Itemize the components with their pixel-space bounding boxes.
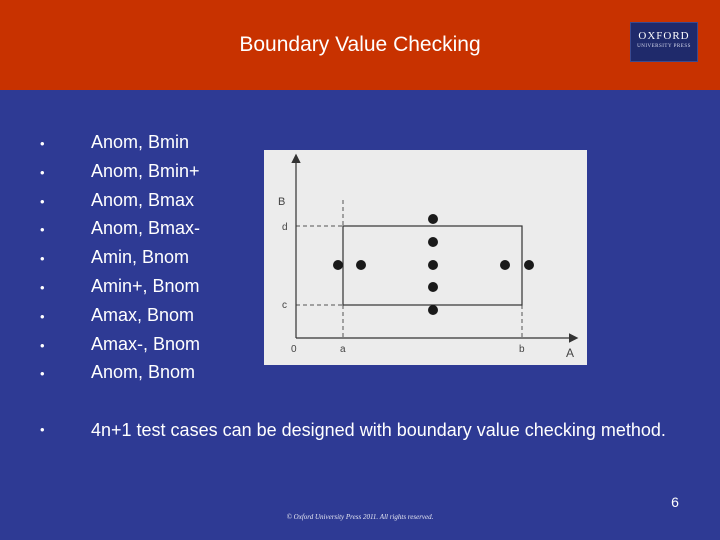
- list-item: [40, 214, 200, 243]
- test-point: [428, 260, 438, 270]
- list-item-text: Anom, Bmin+: [91, 160, 200, 181]
- test-point: [333, 260, 343, 270]
- list-item-text: Anom, Bmax-: [91, 218, 201, 239]
- bullet-icon: •: [40, 136, 45, 151]
- list-item-text: Anom, Bmax: [91, 189, 195, 210]
- bullet-icon: •: [40, 337, 45, 353]
- bullet-icon: •: [40, 164, 45, 180]
- boundary-diagram: [264, 150, 587, 365]
- summary-text: 4n+1 test cases can be designed with boundary value checking method.: [91, 420, 666, 440]
- y-axis-label: B: [278, 196, 286, 208]
- slide-title: Boundary Value Checking: [239, 33, 481, 56]
- test-case-list: [40, 128, 200, 387]
- list-item: [40, 330, 200, 359]
- oxford-logo: [630, 22, 698, 62]
- test-point: [428, 305, 438, 315]
- tick-label-a: a: [340, 344, 346, 355]
- bullet-icon: •: [40, 193, 45, 209]
- copyright-footer: © Oxford University Press 2011. All rights reserved.: [286, 513, 434, 521]
- title-bar: [0, 0, 720, 90]
- list-item: [40, 301, 200, 330]
- bullet-icon: •: [40, 422, 45, 437]
- list-item: [40, 157, 200, 186]
- test-point: [356, 260, 366, 270]
- list-item: [40, 186, 200, 215]
- list-item-text: Amin+, Bnom: [91, 275, 200, 296]
- list-item-text: Anom, Bmin: [91, 132, 190, 152]
- tick-label-b: b: [519, 344, 525, 355]
- list-item: [40, 128, 200, 157]
- list-item-text: Amax-, Bnom: [91, 333, 201, 354]
- test-point: [428, 214, 438, 224]
- x-axis-label: A: [566, 346, 575, 360]
- tick-label-d: d: [282, 222, 288, 233]
- logo-name: OXFORD: [638, 30, 690, 42]
- list-item-text: Anom, Bnom: [91, 362, 196, 383]
- test-point: [524, 260, 534, 270]
- bullet-icon: •: [40, 279, 45, 295]
- bullet-icon: •: [40, 222, 45, 238]
- list-item: [40, 358, 200, 387]
- test-point: [428, 282, 438, 292]
- test-point: [428, 237, 438, 247]
- list-item: [40, 272, 200, 301]
- list-item: [40, 243, 200, 272]
- list-item-text: Amin, Bnom: [91, 247, 190, 268]
- page-number: 6: [671, 494, 679, 510]
- bullet-icon: •: [40, 251, 45, 267]
- bullet-icon: •: [40, 366, 45, 382]
- test-point: [500, 260, 510, 270]
- boundary-diagram-svg: [264, 150, 587, 365]
- tick-label-c: c: [282, 300, 287, 311]
- list-item-text: Amax, Bnom: [91, 304, 195, 325]
- bullet-icon: •: [40, 308, 45, 324]
- origin-label: 0: [291, 344, 297, 355]
- logo-tagline: UNIVERSITY PRESS: [637, 44, 691, 49]
